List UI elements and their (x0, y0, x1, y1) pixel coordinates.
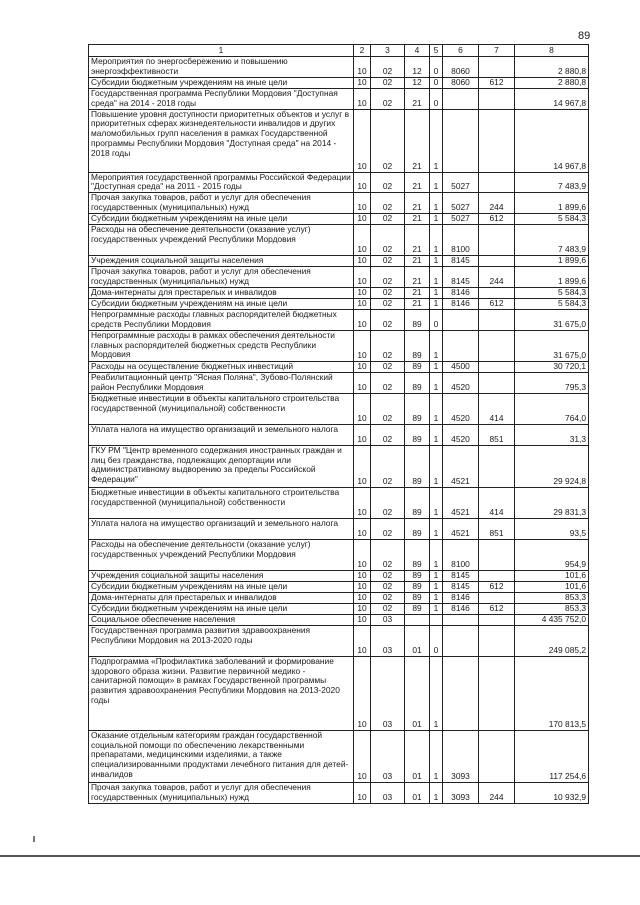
target-code-cell: 8100 (443, 225, 479, 256)
program-cell: 89 (405, 372, 430, 393)
expense-type-cell (479, 172, 515, 193)
program-cell: 01 (405, 625, 430, 656)
expense-type-cell (479, 89, 515, 110)
table-row (89, 614, 589, 625)
table-row (89, 372, 589, 393)
amount-cell: 4 435 752,0 (515, 614, 589, 625)
section-cell: 10 (354, 89, 371, 110)
amount-cell: 7 483,9 (515, 225, 589, 256)
section-cell: 10 (354, 393, 371, 424)
subsection-cell: 03 (371, 730, 405, 782)
table-row (89, 267, 589, 288)
target-code-cell (443, 89, 479, 110)
expense-type-cell (479, 361, 515, 372)
row-name-cell: Расходы на обеспечение деятельности (оказание услуг) государственных учреждений Республики Мордовия (89, 539, 354, 570)
section-cell: 10 (354, 581, 371, 592)
table-row (89, 78, 589, 89)
amount-cell: 14 967,8 (515, 89, 589, 110)
amount-cell: 1 899,6 (515, 193, 589, 214)
section-cell: 10 (354, 214, 371, 225)
subprogram-cell: 1 (430, 539, 443, 570)
target-code-cell: 4521 (443, 487, 479, 518)
section-cell: 10 (354, 625, 371, 656)
program-cell: 89 (405, 518, 430, 539)
subsection-cell: 02 (371, 57, 405, 78)
row-name-cell: Бюджетные инвестиции в объекты капитального строительства государственной (муниципальной) собственности (89, 487, 354, 518)
budget-table (88, 44, 589, 804)
expense-type-cell (479, 539, 515, 570)
row-name-cell: Дома-интернаты для престарелых и инвалидов (89, 288, 354, 299)
section-cell: 10 (354, 782, 371, 803)
expense-type-cell (479, 445, 515, 487)
program-cell: 89 (405, 487, 430, 518)
expense-type-cell: 851 (479, 518, 515, 539)
amount-cell: 795,3 (515, 372, 589, 393)
section-cell: 10 (354, 310, 371, 331)
row-name-cell: Бюджетные инвестиции в объекты капитального строительства государственной (муниципальной) собственности (89, 393, 354, 424)
expense-type-cell: 612 (479, 214, 515, 225)
amount-cell: 1 899,6 (515, 267, 589, 288)
program-cell: 89 (405, 310, 430, 331)
table-header-row (89, 45, 589, 57)
subprogram-cell: 1 (430, 330, 443, 361)
table-row (89, 603, 589, 614)
target-code-cell: 5027 (443, 172, 479, 193)
table-row (89, 193, 589, 214)
subsection-cell: 02 (371, 193, 405, 214)
target-code-cell: 8146 (443, 592, 479, 603)
section-cell: 10 (354, 614, 371, 625)
amount-cell: 29 924,8 (515, 445, 589, 487)
amount-cell: 93,5 (515, 518, 589, 539)
subprogram-cell: 1 (430, 656, 443, 730)
table-row (89, 581, 589, 592)
section-cell: 10 (354, 172, 371, 193)
expense-type-cell (479, 625, 515, 656)
row-name-cell: Непрограммные расходы главных распорядителей бюджетных средств Республики Мордовия (89, 310, 354, 331)
amount-cell: 14 967,8 (515, 109, 589, 172)
row-name-cell: Субсидии бюджетным учреждениям на иные цели (89, 214, 354, 225)
subprogram-cell: 1 (430, 570, 443, 581)
subprogram-cell: 1 (430, 172, 443, 193)
subsection-cell: 03 (371, 656, 405, 730)
subsection-cell: 02 (371, 78, 405, 89)
header-cell: 5 (430, 45, 443, 57)
table-row (89, 393, 589, 424)
subsection-cell: 02 (371, 603, 405, 614)
subprogram-cell: 0 (430, 310, 443, 331)
program-cell: 21 (405, 288, 430, 299)
subprogram-cell: 1 (430, 581, 443, 592)
table-row (89, 539, 589, 570)
header-cell: 1 (89, 45, 354, 57)
table-row (89, 57, 589, 78)
row-name-cell: Непрограммные расходы в рамках обеспечения деятельности главных распорядителей бюджетных средств Республики Мордовия (89, 330, 354, 361)
subsection-cell: 02 (371, 372, 405, 393)
program-cell: 89 (405, 361, 430, 372)
table-row (89, 288, 589, 299)
row-name-cell: Учреждения социальной защиты населения (89, 256, 354, 267)
subprogram-cell: 0 (430, 78, 443, 89)
table-row (89, 625, 589, 656)
target-code-cell: 8146 (443, 603, 479, 614)
section-cell: 10 (354, 539, 371, 570)
section-cell: 10 (354, 603, 371, 614)
amount-cell: 31 675,0 (515, 310, 589, 331)
subprogram-cell: 1 (430, 782, 443, 803)
expense-type-cell (479, 656, 515, 730)
table-row (89, 299, 589, 310)
table-row (89, 424, 589, 445)
target-code-cell (443, 625, 479, 656)
table-row (89, 330, 589, 361)
program-cell: 12 (405, 57, 430, 78)
amount-cell: 853,3 (515, 603, 589, 614)
table-row (89, 570, 589, 581)
subprogram-cell: 0 (430, 57, 443, 78)
section-cell: 10 (354, 570, 371, 581)
program-cell: 01 (405, 656, 430, 730)
program-cell: 89 (405, 424, 430, 445)
program-cell: 21 (405, 225, 430, 256)
program-cell: 21 (405, 256, 430, 267)
expense-type-cell (479, 225, 515, 256)
subprogram-cell: 0 (430, 89, 443, 110)
amount-cell: 5 584,3 (515, 288, 589, 299)
table-row (89, 89, 589, 110)
program-cell: 89 (405, 445, 430, 487)
header-cell: 8 (515, 45, 589, 57)
program-cell: 89 (405, 603, 430, 614)
subprogram-cell: 1 (430, 424, 443, 445)
section-cell: 10 (354, 330, 371, 361)
amount-cell: 29 831,3 (515, 487, 589, 518)
table-row (89, 109, 589, 172)
subsection-cell: 02 (371, 424, 405, 445)
subsection-cell: 02 (371, 445, 405, 487)
table-body (89, 57, 589, 804)
amount-cell: 2 880,8 (515, 78, 589, 89)
row-name-cell: Субсидии бюджетным учреждениям на иные цели (89, 603, 354, 614)
subprogram-cell: 1 (430, 267, 443, 288)
row-name-cell: Учреждения социальной защиты населения (89, 570, 354, 581)
target-code-cell: 4521 (443, 445, 479, 487)
subprogram-cell: 1 (430, 603, 443, 614)
subsection-cell: 02 (371, 172, 405, 193)
subsection-cell: 02 (371, 330, 405, 361)
row-name-cell: Прочая закупка товаров, работ и услуг для обеспечения государственных (муниципальных) нужд (89, 193, 354, 214)
target-code-cell: 3093 (443, 782, 479, 803)
subsection-cell: 02 (371, 256, 405, 267)
row-name-cell: Оказание отдельным категориям граждан государственной социальной помощи по обеспечению лекарственными препаратами, медицинскими изделиями, а также специализированными продуктами лечебного питания для детей-инвалидов (89, 730, 354, 782)
section-cell: 10 (354, 267, 371, 288)
table-row (89, 487, 589, 518)
expense-type-cell (479, 310, 515, 331)
table-row (89, 172, 589, 193)
subprogram-cell: 1 (430, 372, 443, 393)
subsection-cell: 02 (371, 393, 405, 424)
subsection-cell: 02 (371, 310, 405, 331)
subprogram-cell: 1 (430, 256, 443, 267)
expense-type-cell: 244 (479, 267, 515, 288)
target-code-cell: 8145 (443, 570, 479, 581)
row-name-cell: Прочая закупка товаров, работ и услуг для обеспечения государственных (муниципальных) нужд (89, 267, 354, 288)
subsection-cell: 03 (371, 614, 405, 625)
row-name-cell: ГКУ РМ "Центр временного содержания иностранных граждан и лиц без гражданства, подлежащих депортации или административному выдворению за пределы Российской Федерации" (89, 445, 354, 487)
subprogram-cell: 1 (430, 445, 443, 487)
expense-type-cell: 244 (479, 193, 515, 214)
header-cell: 4 (405, 45, 430, 57)
expense-type-cell: 851 (479, 424, 515, 445)
expense-type-cell (479, 372, 515, 393)
program-cell: 01 (405, 782, 430, 803)
target-code-cell: 8145 (443, 256, 479, 267)
program-cell (405, 614, 430, 625)
subsection-cell: 03 (371, 782, 405, 803)
expense-type-cell (479, 730, 515, 782)
section-cell: 10 (354, 445, 371, 487)
subsection-cell: 02 (371, 361, 405, 372)
header-cell: 7 (479, 45, 515, 57)
table-row (89, 592, 589, 603)
page-number: 89 (578, 30, 591, 42)
row-name-cell: Государственная программа Республики Мордовия "Доступная среда" на 2014 - 2018 годы (89, 89, 354, 110)
target-code-cell: 8060 (443, 57, 479, 78)
subprogram-cell: 1 (430, 214, 443, 225)
amount-cell: 117 254,6 (515, 730, 589, 782)
subprogram-cell: 1 (430, 361, 443, 372)
table-row (89, 518, 589, 539)
subsection-cell: 03 (371, 625, 405, 656)
table-row (89, 225, 589, 256)
subprogram-cell: 1 (430, 592, 443, 603)
program-cell: 21 (405, 172, 430, 193)
target-code-cell: 5027 (443, 214, 479, 225)
program-cell: 89 (405, 570, 430, 581)
expense-type-cell: 244 (479, 782, 515, 803)
section-cell: 10 (354, 592, 371, 603)
amount-cell: 101,6 (515, 581, 589, 592)
target-code-cell: 8100 (443, 539, 479, 570)
amount-cell: 853,3 (515, 592, 589, 603)
section-cell: 10 (354, 424, 371, 445)
section-cell: 10 (354, 656, 371, 730)
program-cell: 89 (405, 581, 430, 592)
expense-type-cell (479, 57, 515, 78)
subprogram-cell: 1 (430, 109, 443, 172)
row-name-cell: Субсидии бюджетным учреждениям на иные цели (89, 299, 354, 310)
program-cell: 89 (405, 539, 430, 570)
table-row (89, 361, 589, 372)
table-row (89, 214, 589, 225)
section-cell: 10 (354, 109, 371, 172)
row-name-cell: Прочая закупка товаров, работ и услуг для обеспечения государственных (муниципальных) нужд (89, 782, 354, 803)
subsection-cell: 02 (371, 581, 405, 592)
table-row (89, 445, 589, 487)
amount-cell: 7 483,9 (515, 172, 589, 193)
program-cell: 21 (405, 109, 430, 172)
subsection-cell: 02 (371, 89, 405, 110)
row-name-cell: Расходы на обеспечение деятельности (оказание услуг) государственных учреждений Республики Мордовия (89, 225, 354, 256)
target-code-cell: 3093 (443, 730, 479, 782)
section-cell: 10 (354, 78, 371, 89)
row-name-cell: Мероприятия государственной программы Российской Федерации "Доступная среда" на 2011 - 2015 годы (89, 172, 354, 193)
row-name-cell: Повышение уровня доступности приоритетных объектов и услуг в приоритетных сферах жизнедеятельности инвалидов и других маломобильных групп населения в рамках Государственной программы Республики Мордовия "Доступная среда" на 2014 - 2018 годы (89, 109, 354, 172)
expense-type-cell (479, 614, 515, 625)
row-name-cell: Социальное обеспечение населения (89, 614, 354, 625)
program-cell: 21 (405, 299, 430, 310)
subsection-cell: 02 (371, 592, 405, 603)
row-name-cell: Уплата налога на имущество организаций и земельного налога (89, 424, 354, 445)
program-cell: 21 (405, 193, 430, 214)
table-row (89, 256, 589, 267)
scan-mark (33, 836, 35, 842)
expense-type-cell (479, 570, 515, 581)
amount-cell: 101,6 (515, 570, 589, 581)
subprogram-cell: 1 (430, 393, 443, 424)
target-code-cell: 8060 (443, 78, 479, 89)
row-name-cell: Расходы на осуществление бюджетных инвестиций (89, 361, 354, 372)
amount-cell: 954,9 (515, 539, 589, 570)
table-row (89, 310, 589, 331)
subprogram-cell: 1 (430, 299, 443, 310)
subsection-cell: 02 (371, 214, 405, 225)
section-cell: 10 (354, 730, 371, 782)
amount-cell: 2 880,8 (515, 57, 589, 78)
amount-cell: 5 584,3 (515, 214, 589, 225)
row-name-cell: Мероприятия по энергосбережению и повышению энергоэффективности (89, 57, 354, 78)
subprogram-cell (430, 614, 443, 625)
program-cell: 01 (405, 730, 430, 782)
expense-type-cell (479, 256, 515, 267)
header-cell: 3 (371, 45, 405, 57)
target-code-cell: 4520 (443, 424, 479, 445)
section-cell: 10 (354, 57, 371, 78)
section-cell: 10 (354, 487, 371, 518)
table-row (89, 782, 589, 803)
subprogram-cell: 1 (430, 487, 443, 518)
expense-type-cell: 414 (479, 487, 515, 518)
subprogram-cell: 1 (430, 730, 443, 782)
program-cell: 21 (405, 214, 430, 225)
amount-cell: 10 932,9 (515, 782, 589, 803)
section-cell: 10 (354, 372, 371, 393)
table-row (89, 656, 589, 730)
section-cell: 10 (354, 193, 371, 214)
expense-type-cell (479, 288, 515, 299)
subprogram-cell: 1 (430, 288, 443, 299)
row-name-cell: Реабилитационный центр "Ясная Поляна", Зубово-Полянский район Республики Мордовия (89, 372, 354, 393)
subsection-cell: 02 (371, 299, 405, 310)
subsection-cell: 02 (371, 570, 405, 581)
expense-type-cell: 414 (479, 393, 515, 424)
subsection-cell: 02 (371, 267, 405, 288)
program-cell: 89 (405, 592, 430, 603)
section-cell: 10 (354, 518, 371, 539)
expense-type-cell: 612 (479, 299, 515, 310)
section-cell: 10 (354, 256, 371, 267)
subprogram-cell: 1 (430, 518, 443, 539)
target-code-cell: 4520 (443, 393, 479, 424)
row-name-cell: Уплата налога на имущество организаций и земельного налога (89, 518, 354, 539)
row-name-cell: Государственная программа развития здравоохранения Республики Мордовия на 2013-2020 годы (89, 625, 354, 656)
target-code-cell: 4521 (443, 518, 479, 539)
target-code-cell (443, 614, 479, 625)
subsection-cell: 02 (371, 487, 405, 518)
target-code-cell (443, 310, 479, 331)
amount-cell: 764,0 (515, 393, 589, 424)
target-code-cell (443, 656, 479, 730)
target-code-cell (443, 109, 479, 172)
expense-type-cell (479, 330, 515, 361)
row-name-cell: Подпрограмма «Профилактика заболеваний и формирование здорового образа жизни. Развитие первичной медико - санитарной помощи» в рамках Государственной программы развития здравоохранения Республики Мордовия на 2013-2020 годы (89, 656, 354, 730)
program-cell: 21 (405, 267, 430, 288)
subsection-cell: 02 (371, 518, 405, 539)
target-code-cell: 8146 (443, 288, 479, 299)
expense-type-cell (479, 592, 515, 603)
program-cell: 12 (405, 78, 430, 89)
target-code-cell (443, 330, 479, 361)
table-row (89, 730, 589, 782)
subsection-cell: 02 (371, 539, 405, 570)
header-cell: 6 (443, 45, 479, 57)
expense-type-cell (479, 109, 515, 172)
section-cell: 10 (354, 225, 371, 256)
amount-cell: 170 813,5 (515, 656, 589, 730)
subsection-cell: 02 (371, 225, 405, 256)
amount-cell: 249 085,2 (515, 625, 589, 656)
section-cell: 10 (354, 361, 371, 372)
target-code-cell: 8146 (443, 299, 479, 310)
expense-type-cell: 612 (479, 603, 515, 614)
subprogram-cell: 0 (430, 625, 443, 656)
row-name-cell: Дома-интернаты для престарелых и инвалидов (89, 592, 354, 603)
amount-cell: 1 899,6 (515, 256, 589, 267)
row-name-cell: Субсидии бюджетным учреждениям на иные цели (89, 78, 354, 89)
amount-cell: 5 584,3 (515, 299, 589, 310)
amount-cell: 31,3 (515, 424, 589, 445)
subsection-cell: 02 (371, 288, 405, 299)
subprogram-cell: 1 (430, 193, 443, 214)
section-cell: 10 (354, 288, 371, 299)
target-code-cell: 5027 (443, 193, 479, 214)
target-code-cell: 4520 (443, 372, 479, 393)
row-name-cell: Субсидии бюджетным учреждениям на иные цели (89, 581, 354, 592)
scan-border-line (0, 855, 640, 857)
target-code-cell: 4500 (443, 361, 479, 372)
program-cell: 89 (405, 393, 430, 424)
subsection-cell: 02 (371, 109, 405, 172)
target-code-cell: 8145 (443, 581, 479, 592)
target-code-cell: 8145 (443, 267, 479, 288)
expense-type-cell: 612 (479, 581, 515, 592)
program-cell: 89 (405, 330, 430, 361)
expense-type-cell: 612 (479, 78, 515, 89)
section-cell: 10 (354, 299, 371, 310)
amount-cell: 30 720,1 (515, 361, 589, 372)
amount-cell: 31 675,0 (515, 330, 589, 361)
header-cell: 2 (354, 45, 371, 57)
subprogram-cell: 1 (430, 225, 443, 256)
program-cell: 21 (405, 89, 430, 110)
